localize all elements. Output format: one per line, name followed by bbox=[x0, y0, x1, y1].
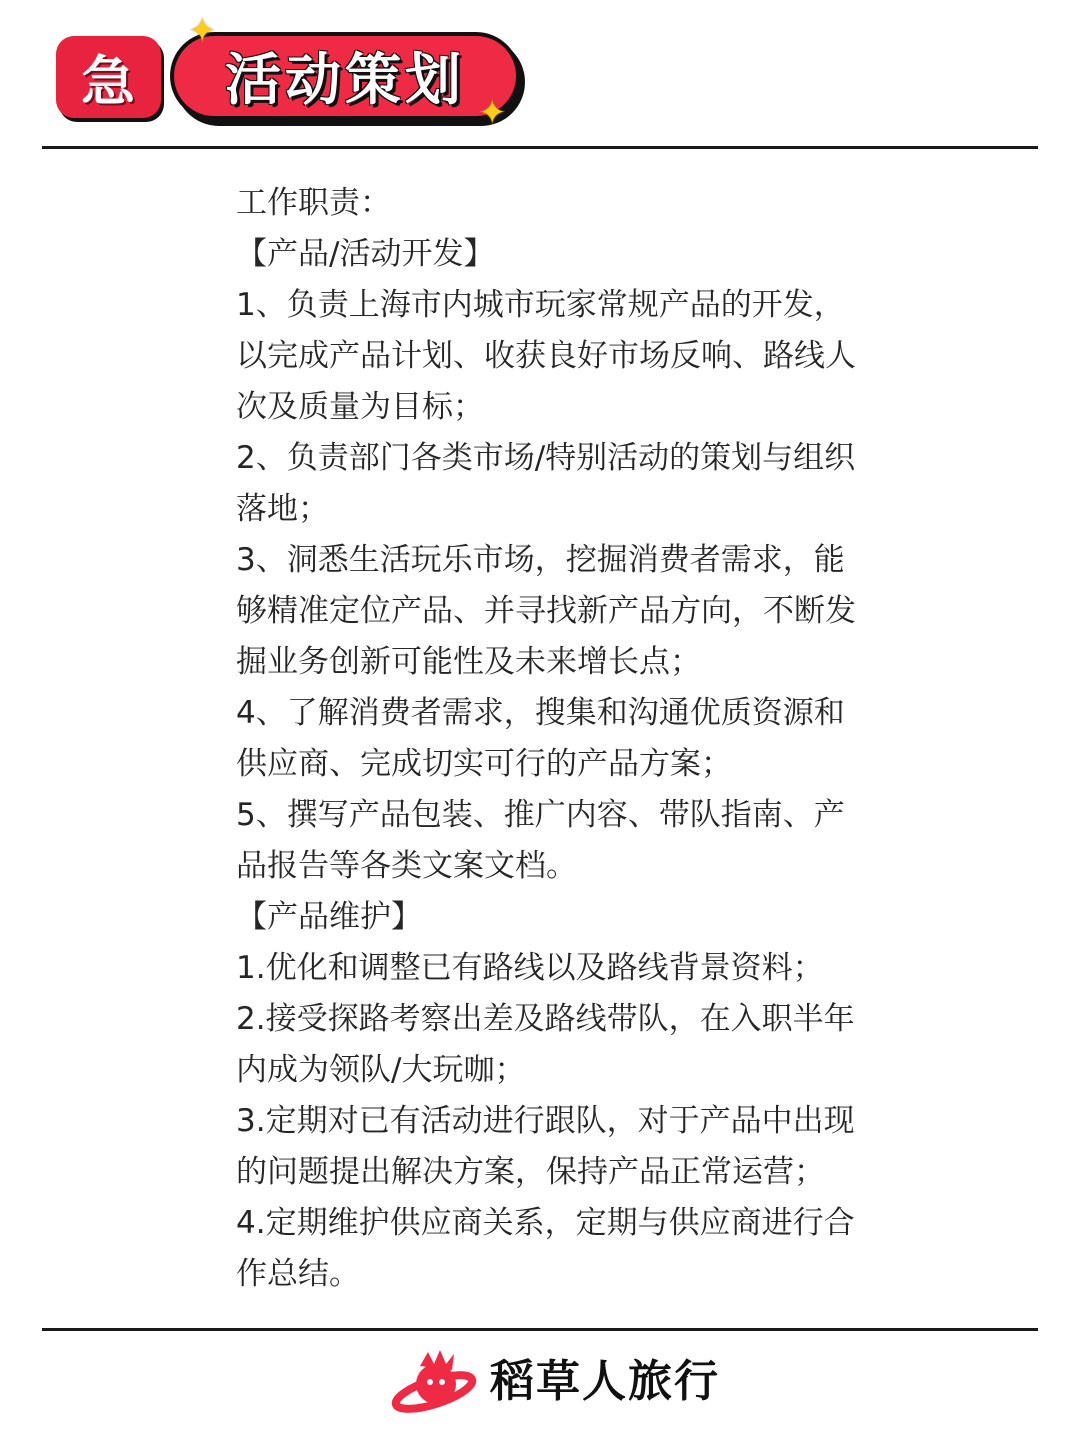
urgent-badge bbox=[56, 36, 161, 118]
text-line: 2.接受探路考察出差及路线带队，在入职半年 bbox=[236, 1001, 855, 1037]
text-line: 以完成产品计划、收获良好市场反响、路线人 bbox=[236, 338, 856, 374]
text-line: 落地； bbox=[236, 491, 329, 527]
text-line: 5、撰写产品包装、推广内容、带队指南、产 bbox=[236, 797, 845, 833]
section-heading: 【产品维护】 bbox=[236, 899, 422, 935]
bottom-divider bbox=[42, 1328, 1038, 1331]
text-line: 1、负责上海市内城市玩家常规产品的开发， bbox=[236, 287, 845, 323]
text-line: 内成为领队/大玩咖； bbox=[236, 1052, 526, 1088]
text-line: 的问题提出解决方案，保持产品正常运营； bbox=[236, 1154, 825, 1190]
title-pill bbox=[170, 32, 520, 120]
brand-name: 稻草人旅行 bbox=[490, 1356, 720, 1407]
brand-footer bbox=[390, 1342, 770, 1422]
sparkle-icon: ✦ bbox=[478, 93, 507, 133]
sparkle-icon: ✦ bbox=[188, 11, 217, 51]
job-description bbox=[236, 178, 916, 1300]
text-line: 够精准定位产品、并寻找新产品方向，不断发 bbox=[236, 593, 856, 629]
text-line: 工作职责： bbox=[236, 185, 391, 221]
section-heading: 【产品/活动开发】 bbox=[236, 236, 495, 272]
text-line: 次及质量为目标； bbox=[236, 389, 484, 425]
text-line: 掘业务创新可能性及未来增长点； bbox=[236, 644, 701, 680]
top-divider bbox=[42, 146, 1038, 149]
scarecrow-planet-logo-icon bbox=[390, 1346, 482, 1418]
text-line: 品报告等各类文案文档。 bbox=[236, 848, 577, 884]
text-line: 作总结。 bbox=[236, 1256, 360, 1292]
text-line: 4.定期维护供应商关系，定期与供应商进行合 bbox=[236, 1205, 855, 1241]
page-title: 活动策划 bbox=[225, 48, 465, 113]
text-line: 供应商、完成切实可行的产品方案； bbox=[236, 746, 732, 782]
header bbox=[0, 0, 1080, 150]
text-line: 3、洞悉生活玩乐市场，挖掘消费者需求，能 bbox=[236, 542, 845, 578]
text-line: 2、负责部门各类市场/特别活动的策划与组织 bbox=[236, 440, 856, 476]
text-line: 3.定期对已有活动进行跟队，对于产品中出现 bbox=[236, 1103, 855, 1139]
text-line: 4、了解消费者需求，搜集和沟通优质资源和 bbox=[236, 695, 845, 731]
urgent-badge-text: 急 bbox=[81, 49, 136, 113]
text-line: 1.优化和调整已有路线以及路线背景资料； bbox=[236, 950, 824, 986]
